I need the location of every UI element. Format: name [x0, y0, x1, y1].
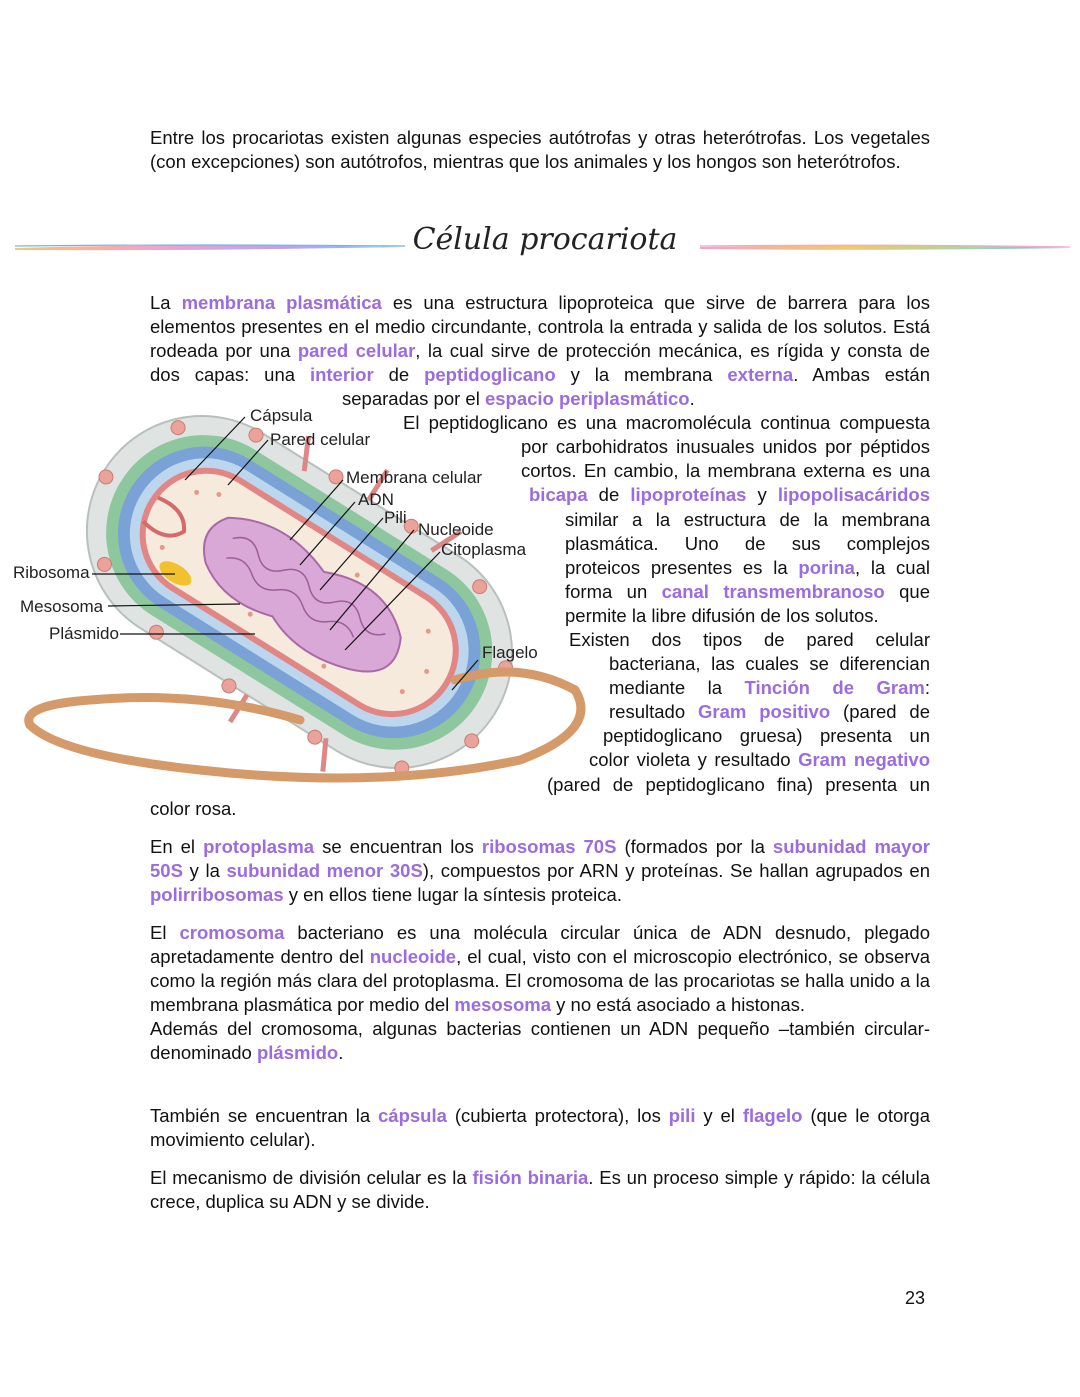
label-membrana-celular: Membrana celular — [346, 468, 483, 487]
wrap-line: bacteriana, las cuales se diferencian — [609, 653, 930, 674]
label-pared-celular: Pared celular — [270, 430, 371, 449]
wrap-line: permite la libre difusión de los solutos. — [565, 605, 879, 626]
page-number: 23 — [905, 1288, 926, 1308]
wrap-line: resultado Gram positivo (pared de — [609, 701, 930, 722]
wrap-line: color violeta y resultado Gram negativo — [589, 749, 930, 770]
label-flagelo: Flagelo — [482, 643, 538, 662]
label-capsula: Cápsula — [250, 406, 313, 425]
cromosoma-paragraph: El cromosoma bacteriano es una molécula circular única de ADN desnudo, plegado apretadamente dentro del nucleoide, el cual, visto con el microscopio electrónico, se observa como la región más clara del protoplasma. El cromosoma de las procariotas se halla unido a la membrana plasmática por medio del mesosoma y no está asociado a histonas. Además del cromosoma, algunas bacterias contienen un ADN pequeño –también circular- denominado plásmido. — [150, 922, 930, 1063]
wrap-line: peptidoglicano gruesa) presenta un — [603, 725, 930, 746]
intro-paragraph: Entre los procariotas existen algunas especies autótrofas y otras heterótrofas. Los vegetales (con excepciones) son autótrofos, mientras que los animales y los hongos son heterótrofos. — [150, 127, 930, 172]
label-mesosoma: Mesosoma — [20, 597, 104, 616]
protoplasma-paragraph: En el protoplasma se encuentran los ribosomas 70S (formados por la subunidad mayor 50S y la subunidad menor 30S), compuestos por ARN y proteínas. Se hallan agrupados en polirribosomas y en ellos tiene lugar la síntesis proteica. — [150, 836, 930, 905]
wrap-line: El peptidoglicano es una macromolécula continua compuesta — [403, 412, 930, 433]
section-title: Célula procariota — [412, 222, 678, 257]
cell-illustration — [0, 390, 600, 790]
wrap-line: similar a la estructura de la membrana — [565, 509, 930, 530]
wrap-line: color rosa. — [150, 798, 237, 819]
label-adn: ADN — [358, 490, 394, 509]
wrap-line: forma un canal transmembranoso que — [565, 581, 930, 602]
wrap-line: separadas por el espacio periplasmático. — [342, 388, 695, 409]
section-title-row — [0, 210, 1080, 274]
label-ribosoma: Ribosoma — [13, 563, 90, 582]
wrap-line: mediante la Tinción de Gram: — [609, 677, 930, 698]
prokaryotic-cell-diagram — [0, 390, 600, 790]
capsula-paragraph: También se encuentran la cápsula (cubierta protectora), los pili y el flagelo (que le otorga movimiento celular). — [150, 1105, 931, 1150]
label-citoplasma: Citoplasma — [441, 540, 527, 559]
wrap-line: cortos. En cambio, la membrana externa es una — [521, 460, 930, 481]
membrane-paragraph: La membrana plasmática es una estructura lipoproteica que sirve de barrera para los elementos presentes en el medio circundante, controla la entrada y salida de los solutos. Está rodeada por una pared celular, la cual sirve de protección mecánica, es rígida y consta de dos capas: una interior de peptidoglicano y la membrana externa. Ambas están — [150, 292, 931, 385]
wrap-line: (pared de peptidoglicano fina) presenta un — [547, 774, 930, 795]
label-pili: Pili — [384, 508, 407, 527]
wrap-line: proteicos presentes es la porina, la cual — [565, 557, 930, 578]
label-nucleoide: Nucleoide — [418, 520, 494, 539]
label-plasmido: Plásmido — [49, 624, 119, 643]
wrap-line: bicapa de lipoproteínas y lipopolisacáridos — [529, 484, 930, 505]
wrap-line: plasmática. Uno de sus complejos — [565, 533, 930, 554]
wrap-line: por carbohidratos inusuales unidos por péptidos — [521, 436, 930, 457]
fision-paragraph: El mecanismo de división celular es la fisión binaria. Es un proceso simple y rápido: la célula crece, duplica su ADN y se divide. — [150, 1167, 930, 1212]
wrap-line: Existen dos tipos de pared celular — [569, 629, 930, 650]
